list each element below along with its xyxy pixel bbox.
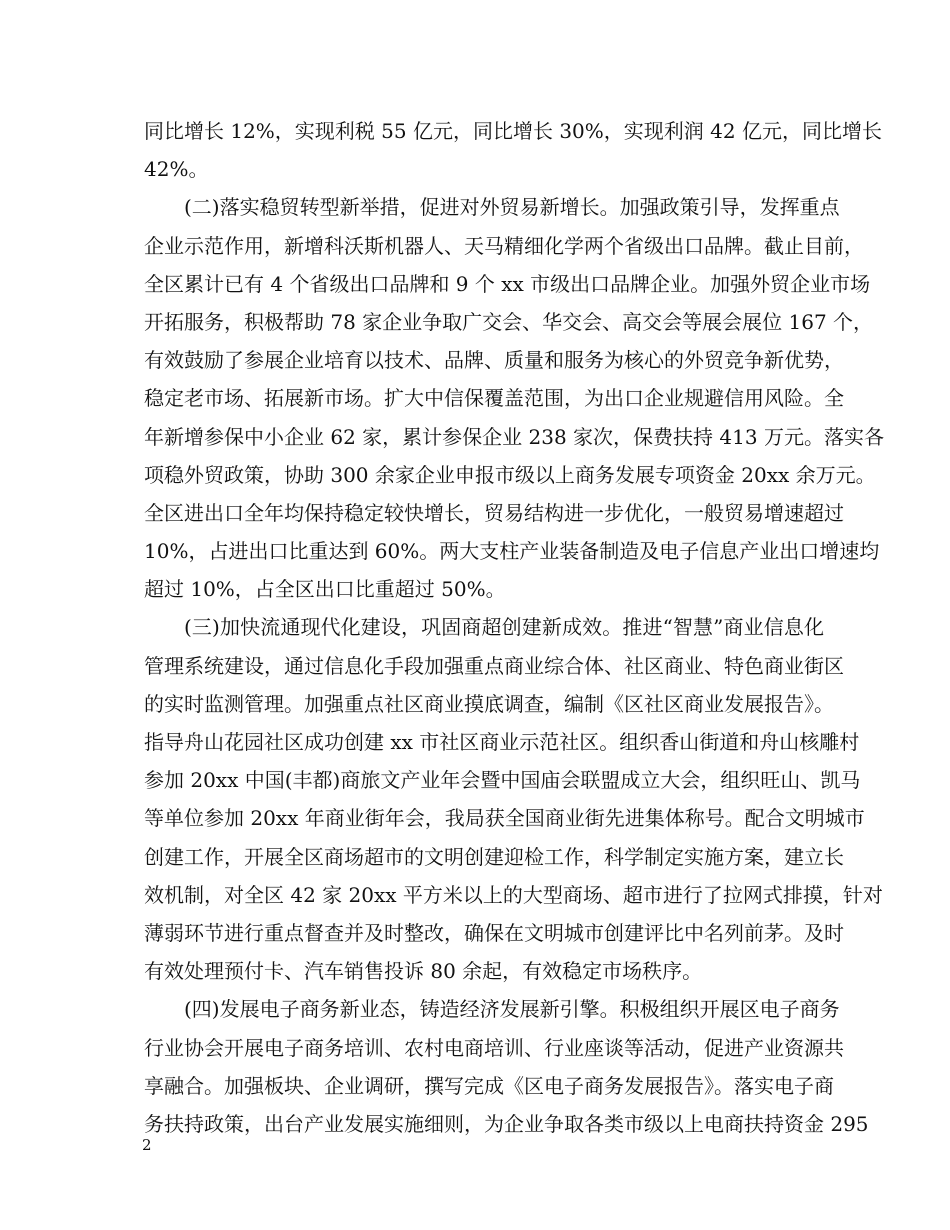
- text-line: 全区进出口全年均保持稳定较快增长，贸易结构进一步优化，一般贸易增速超过: [144, 500, 844, 525]
- text-line: 管理系统建设，通过信息化手段加强重点商业综合体、社区商业、特色商业街区: [144, 653, 844, 678]
- text-line: 企业示范作用，新增科沃斯机器人、天马精细化学两个省级出口品牌。截止目前，: [144, 233, 864, 258]
- text-line: 有效处理预付卡、汽车销售投诉 80 余起，有效稳定市场秩序。: [144, 959, 703, 984]
- text-line: 超过 10%，占全区出口比重超过 50%。: [144, 577, 506, 602]
- text-line: 全区累计已有 4 个省级出口品牌和 9 个 xx 市级出口品牌企业。加强外贸企业市场: [144, 271, 871, 296]
- text-line: 务扶持政策，出台产业发展实施细则，为企业争取各类市级以上电商扶持资金 295: [144, 1111, 869, 1136]
- text-line: 薄弱环节进行重点督查并及时整改，确保在文明城市创建评比中名列前茅。及时: [144, 920, 844, 945]
- paragraph-heading-line: (三)加快流通现代化建设，巩固商超创建新成效。推进“智慧”商业信息化: [184, 615, 824, 640]
- text-line: 的实时监测管理。加强重点社区商业摸底调查，编制《区社区商业发展报告》。: [144, 691, 834, 716]
- text-line: 同比增长 12%，实现利税 55 亿元，同比增长 30%，实现利润 42 亿元，同比增长: [144, 119, 882, 143]
- text-line: 42%。: [144, 157, 209, 182]
- text-line: 指导舟山花园社区成功创建 xx 市社区商业示范社区。组织香山街道和舟山核雕村: [144, 730, 860, 754]
- text-line: 效机制，对全区 42 家 20xx 平方米以上的大型商场、超市进行了拉网式排摸，针对: [144, 882, 883, 907]
- text-line: 稳定老市场、拓展新市场。扩大中信保覆盖范围，为出口企业规避信用风险。全: [144, 386, 844, 411]
- text-line: 开拓服务，积极帮助 78 家企业争取广交会、华交会、高交会等展会展位 167 个，: [144, 309, 874, 334]
- text-line: 有效鼓励了参展企业培育以技术、品牌、质量和服务为核心的外贸竞争新优势，: [144, 348, 844, 373]
- text-line: 参加 20xx 中国(丰都)商旅文产业年会暨中国庙会联盟成立大会，组织旺山、凯马: [144, 768, 861, 793]
- text-line: 行业协会开展电子商务培训、农村电商培训、行业座谈等活动，促进产业资源共: [144, 1035, 844, 1060]
- text-line: 项稳外贸政策，协助 300 余家企业申报市级以上商务发展专项资金 20xx 余万元。: [144, 462, 876, 487]
- paragraph-heading-line: (四)发展电子商务新业态，铸造经济发展新引擎。积极组织开展区电子商务: [184, 997, 840, 1022]
- body-text: [144, 112, 884, 1143]
- paragraph-heading-line: (二)落实稳贸转型新举措，促进对外贸易新增长。加强政策引导，发挥重点: [184, 195, 840, 220]
- text-line: 等单位参加 20xx 年商业街年会，我局获全国商业街先进集体称号。配合文明城市: [144, 806, 865, 831]
- text-line: 年新增参保中小企业 62 家，累计参保企业 238 家次，保费扶持 413 万元。落实各: [144, 424, 884, 449]
- page-number: 2: [142, 1136, 152, 1154]
- text-line: 10%，占进出口比重达到 60%。两大支柱产业装备制造及电子信息产业出口增速均: [144, 539, 880, 564]
- text-line: 创建工作，开展全区商场超市的文明创建迎检工作，科学制定实施方案，建立长: [144, 844, 844, 869]
- text-line: 享融合。加强板块、企业调研，撰写完成《区电子商务发展报告》。落实电子商: [144, 1073, 834, 1098]
